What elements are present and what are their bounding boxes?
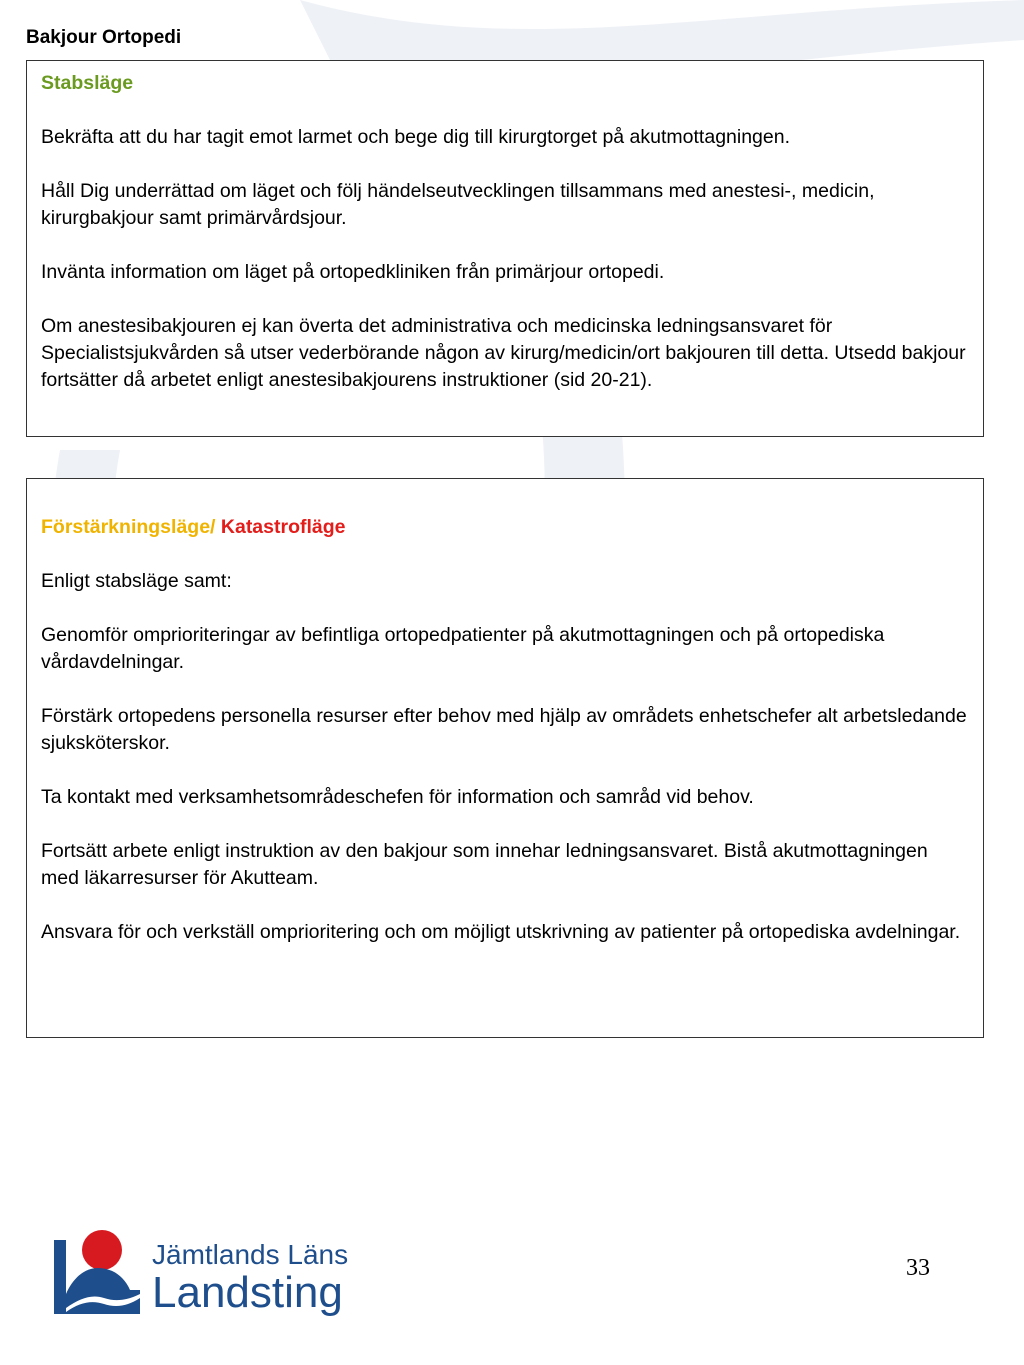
forstarkningslage-paragraph: Genomför omprioriteringar av befintliga ortopedpatienter på akutmottagningen och på ortopediska vårdavdelningar. — [41, 624, 885, 673]
katastroflage-label: Katastrofläge — [220, 516, 346, 538]
landsting-logo — [52, 1226, 362, 1326]
stabslage-paragraph: Invänta information om läget på ortopedkliniken från primärjour ortopedi. — [41, 261, 665, 283]
forstarkningslage-paragraph: Förstärk ortopedens personella resurser efter behov med hjälp av områdets enhetschefer alt arbetsledande sjuksköterskor. — [41, 705, 967, 754]
forstarkningslage-paragraph: Ansvara för och verkställ omprioritering och om möjligt utskrivning av patienter på ortopediska avdelningar. — [41, 921, 961, 943]
forstarkningslage-paragraph: Ta kontakt med verksamhetsområdeschefen för information och samråd vid behov. — [41, 786, 754, 808]
logo-line-2: Landsting — [152, 1268, 343, 1317]
logo-text — [152, 1240, 348, 1316]
logo-mark-icon — [52, 1228, 144, 1320]
forstarkningslage-section — [26, 478, 984, 1038]
stabslage-paragraph: Om anestesibakjouren ej kan överta det administrativa och medicinska ledningsansvaret för Specialistsjukvården så utser vederbörande någon av kirurg/medicin/ort bakjouren till detta. Utsedd bakjour fortsätter då arbetet enligt anestesibakjourens instruktioner (sid 20-21). — [41, 315, 966, 391]
forstarkningslage-label: Förstärkningsläge/ — [41, 516, 221, 538]
forstarkningslage-paragraph: Enligt stabsläge samt: — [41, 570, 232, 592]
page-number: 33 — [906, 1255, 930, 1281]
page-title: Bakjour Ortopedi — [26, 27, 182, 48]
stabslage-heading: Stabsläge — [41, 72, 134, 94]
stabslage-section — [26, 60, 984, 437]
forstarkningslage-paragraph: Fortsätt arbete enligt instruktion av den bakjour som innehar ledningsansvaret. Bistå akutmottagningen med läkarresurser för Akutteam. — [41, 840, 928, 889]
stabslage-paragraph: Bekräfta att du har tagit emot larmet och bege dig till kirurgtorget på akutmottagningen. — [41, 126, 791, 148]
logo-line-1: Jämtlands Läns — [152, 1239, 349, 1270]
forstarkningslage-heading — [41, 514, 969, 541]
stabslage-paragraph: Håll Dig underrättad om läget och följ händelseutvecklingen tillsammans med anestesi-, medicin, kirurgbakjour samt primärvårdsjour. — [41, 180, 875, 229]
